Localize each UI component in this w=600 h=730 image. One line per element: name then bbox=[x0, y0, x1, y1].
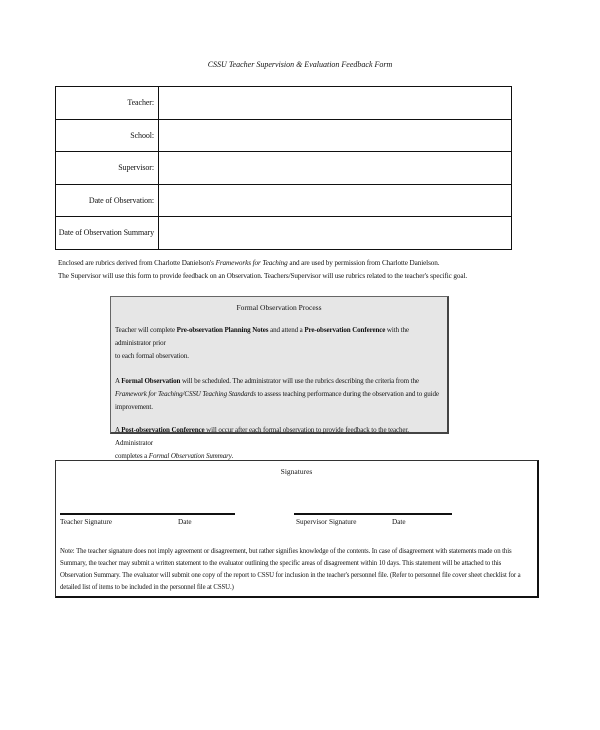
intro-text bbox=[58, 257, 528, 283]
supervisor-signature-line[interactable] bbox=[294, 513, 452, 515]
signatures-title: Signatures bbox=[280, 467, 313, 476]
table-row bbox=[56, 184, 512, 217]
supervisor-signature-label: Supervisor Signature bbox=[296, 518, 357, 526]
teacher-signature-line[interactable] bbox=[60, 513, 235, 515]
formal-observation-process-box bbox=[110, 296, 449, 460]
signatures-box bbox=[55, 460, 539, 598]
info-table bbox=[55, 86, 512, 250]
date-of-observation-label: Date of Observation: bbox=[56, 184, 159, 217]
process-step-1: Teacher will complete Pre-observation Planning Notes and attend a Pre-observation Conference with the administrator prior to each formal observation. bbox=[115, 326, 409, 360]
date-of-observation-summary-field[interactable] bbox=[159, 217, 512, 250]
process-title: Formal Observation Process bbox=[236, 303, 322, 312]
date-of-observation-field[interactable] bbox=[159, 184, 512, 217]
table-row bbox=[56, 119, 512, 152]
supervisor-label: Supervisor: bbox=[56, 152, 159, 185]
form-title: CSSU Teacher Supervision & Evaluation Feedback Form bbox=[207, 60, 393, 69]
table-row bbox=[56, 152, 512, 185]
table-row bbox=[56, 87, 512, 120]
intro-line-2: The Supervisor will use this form to provide feedback on an Observation. Teachers/Supervisor will use rubrics related to the teacher's specific goal. bbox=[58, 272, 468, 280]
process-step-3: A Post-observation Conference will occur after each formal observation to provide feedback to the teacher. Administrator completes a Formal Observation Summary. bbox=[115, 426, 409, 460]
school-field[interactable] bbox=[159, 119, 512, 152]
date-of-observation-summary-label: Date of Observation Summary bbox=[56, 217, 159, 250]
table-row bbox=[56, 217, 512, 250]
signature-note: Note: The teacher signature does not imply agreement or disagreement, but rather signifies knowledge of the contents. In case of disagreement with statements made on this Summary, the teacher may submit a written statement to the evaluator outlining the specific areas of disagreement within 10 days. This statement will be attached to this Observation Summary. The evaluator will submit one copy of the report to CSSU for inclusion in the teacher's personnel file. (Refer to personnel file cover sheet checklist for a detailed list of items to be included in the personnel file at CSSU.) bbox=[60, 548, 521, 591]
teacher-date-label: Date bbox=[178, 518, 192, 526]
supervisor-date-label: Date bbox=[392, 518, 406, 526]
teacher-field[interactable] bbox=[159, 87, 512, 120]
teacher-label: Teacher: bbox=[56, 87, 159, 120]
school-label: School: bbox=[56, 119, 159, 152]
teacher-signature-label: Teacher Signature bbox=[60, 518, 112, 526]
intro-line-1: Enclosed are rubrics derived from Charlotte Danielson's Frameworks for Teaching and are used by permission from Charlotte Danielson. bbox=[58, 259, 440, 267]
supervisor-field[interactable] bbox=[159, 152, 512, 185]
process-step-2: A Formal Observation will be scheduled. The administrator will use the rubrics describing the criteria from the Framework for Teaching/CSSU Teaching Standards to assess teaching performance during the observation and to guide improvement. bbox=[115, 377, 439, 411]
